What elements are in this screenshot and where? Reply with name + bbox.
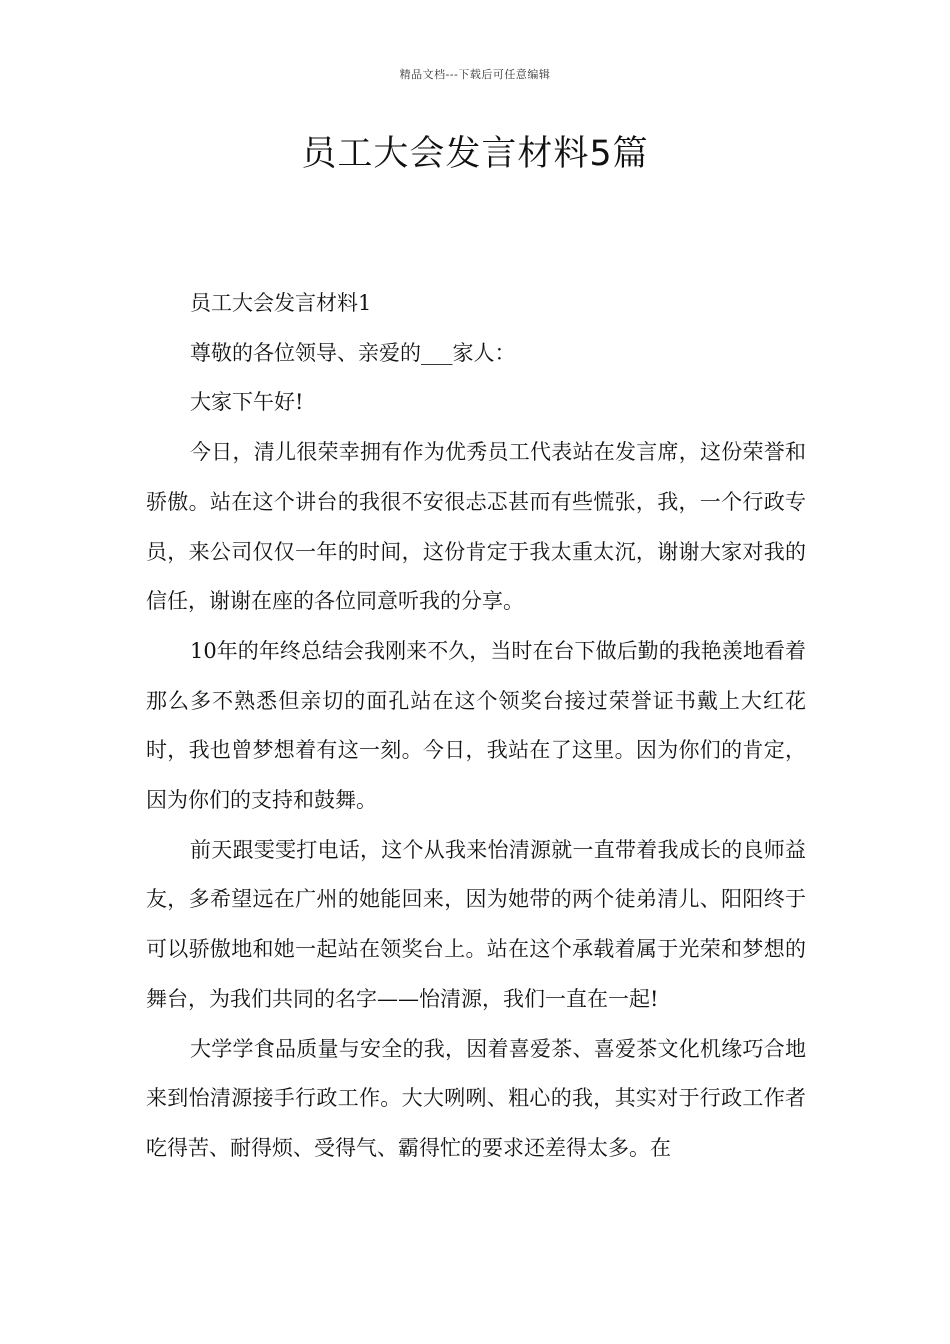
greeting: 大家下午好! [190,390,304,415]
header-note: 精品文档---下载后可任意编辑 [399,68,551,81]
section-heading: 员工大会发言材料1 [190,291,372,315]
document-body [146,279,806,1174]
salutation: 尊敬的各位领导、亲爱的___家人： [190,340,516,365]
body-paragraph: 大学学食品质量与安全的我，因着喜爱茶、喜爱茶文化机缘巧合地来到怡清源接手行政工作。大大咧咧、粗心的我，其实对于行政工作者吃得苦、耐得烦、受得气、霸得忙的要求还差得太多。在 [146,1036,806,1160]
body-paragraph: 10年的年终总结会我刚来不久，当时在台下做后勤的我艳羡地看着那么多不熟悉但亲切的面孔站在这个领奖台接过荣誉证书戴上大红花时，我也曾梦想着有这一刻。今日，我站在了这里。因为你们的肯定，因为你们的支持和鼓舞。 [146,638,806,813]
body-paragraph: 今日，清儿很荣幸拥有作为优秀员工代表站在发言席，这份荣誉和骄傲。站在这个讲台的我很不安很忐忑甚而有些慌张，我，一个行政专员，来公司仅仅一年的时间，这份肯定于我太重太沉，谢谢大家对我的信任，谢谢在座的各位同意听我的分享。 [146,440,806,614]
body-paragraph: 前天跟雯雯打电话，这个从我来怡清源就一直带着我成长的良师益友，多希望远在广州的她能回来，因为她带的两个徒弟清儿、阳阳终于可以骄傲地和她一起站在领奖台上。站在这个承载着属于光荣和梦想的舞台，为我们共同的名字——怡清源，我们一直在一起! [146,837,806,1011]
document-title: 员工大会发言材料5篇 [301,134,649,174]
